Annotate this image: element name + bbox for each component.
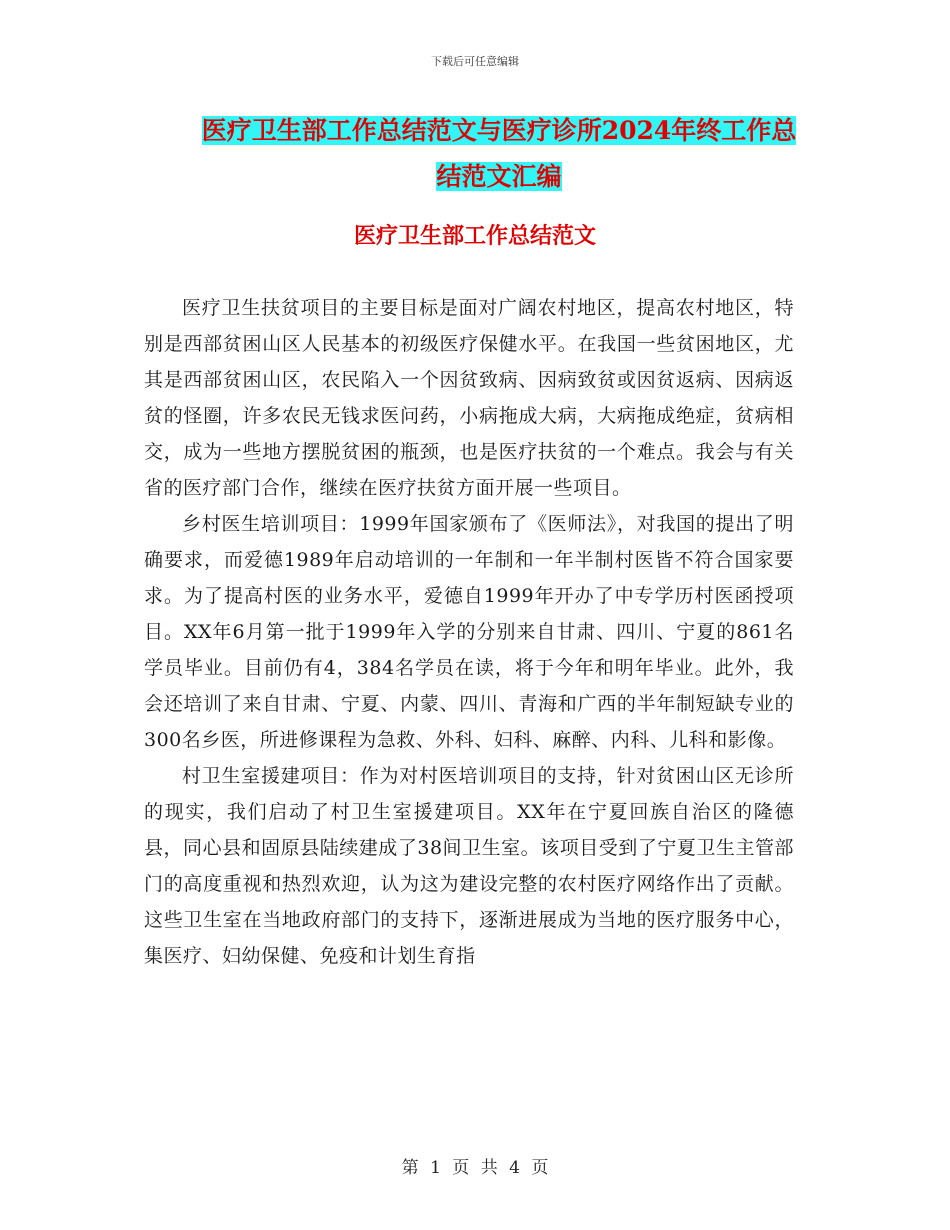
document-title-line-2: 结范文汇编 xyxy=(436,162,562,191)
paragraph: 医疗卫生扶贫项目的主要目标是面对广阔农村地区，提高农村地区，特别是西部贫困山区人民基本的初级医疗保健水平。在我国一些贫困地区，尤其是西部贫困山区，农民陷入一个因贫致病、因病致贫或因贫返病、因病返贫的怪圈，许多农民无钱求医问药，小病拖成大病，大病拖成绝症，贫病相交，成为一些地方摆脱贫困的瓶颈，也是医疗扶贫的一个难点。我会与有关省的医疗部门合作，继续在医疗扶贫方面开展一些项目。 xyxy=(144,297,794,499)
document-title-line-1: 医疗卫生部工作总结范文与医疗诊所2024年终工作总 xyxy=(201,116,797,145)
paragraph: 乡村医生培训项目：1999年国家颁布了《医师法》，对我国的提出了明确要求，而爱德1989年启动培训的一年制和一年半制村医皆不符合国家要求。为了提高村医的业务水平，爱德自1999年开办了中专学历村医函授项目。XX年6月第一批于1999年入学的分别来自甘肃、四川、宁夏的861名学员毕业。目前仍有4，384名学员在读，将于今年和明年毕业。此外，我会还培训了来自甘肃、宁夏、内蒙、四川、青海和广西的半年制短缺专业的300名乡医，所进修课程为急救、外科、妇科、麻醉、内科、儿科和影像。 xyxy=(144,513,794,751)
document-title xyxy=(188,108,810,200)
header-note: 下载后可任意编辑 xyxy=(431,55,519,68)
section-title: 医疗卫生部工作总结范文 xyxy=(353,223,596,249)
document-body xyxy=(144,290,794,974)
page-number: 第 1 页 共 4 页 xyxy=(401,1158,549,1178)
paragraph: 村卫生室援建项目：作为对村医培训项目的支持，针对贫困山区无诊所的现实，我们启动了村卫生室援建项目。XX年在宁夏回族自治区的隆德县，同心县和固原县陆续建成了38间卫生室。该项目受到了宁夏卫生主管部门的高度重视和热烈欢迎，认为这为建设完整的农村医疗网络作出了贡献。这些卫生室在当地政府部门的支持下，逐渐进展成为当地的医疗服务中心，集医疗、妇幼保健、免疫和计划生育指 xyxy=(144,765,794,967)
